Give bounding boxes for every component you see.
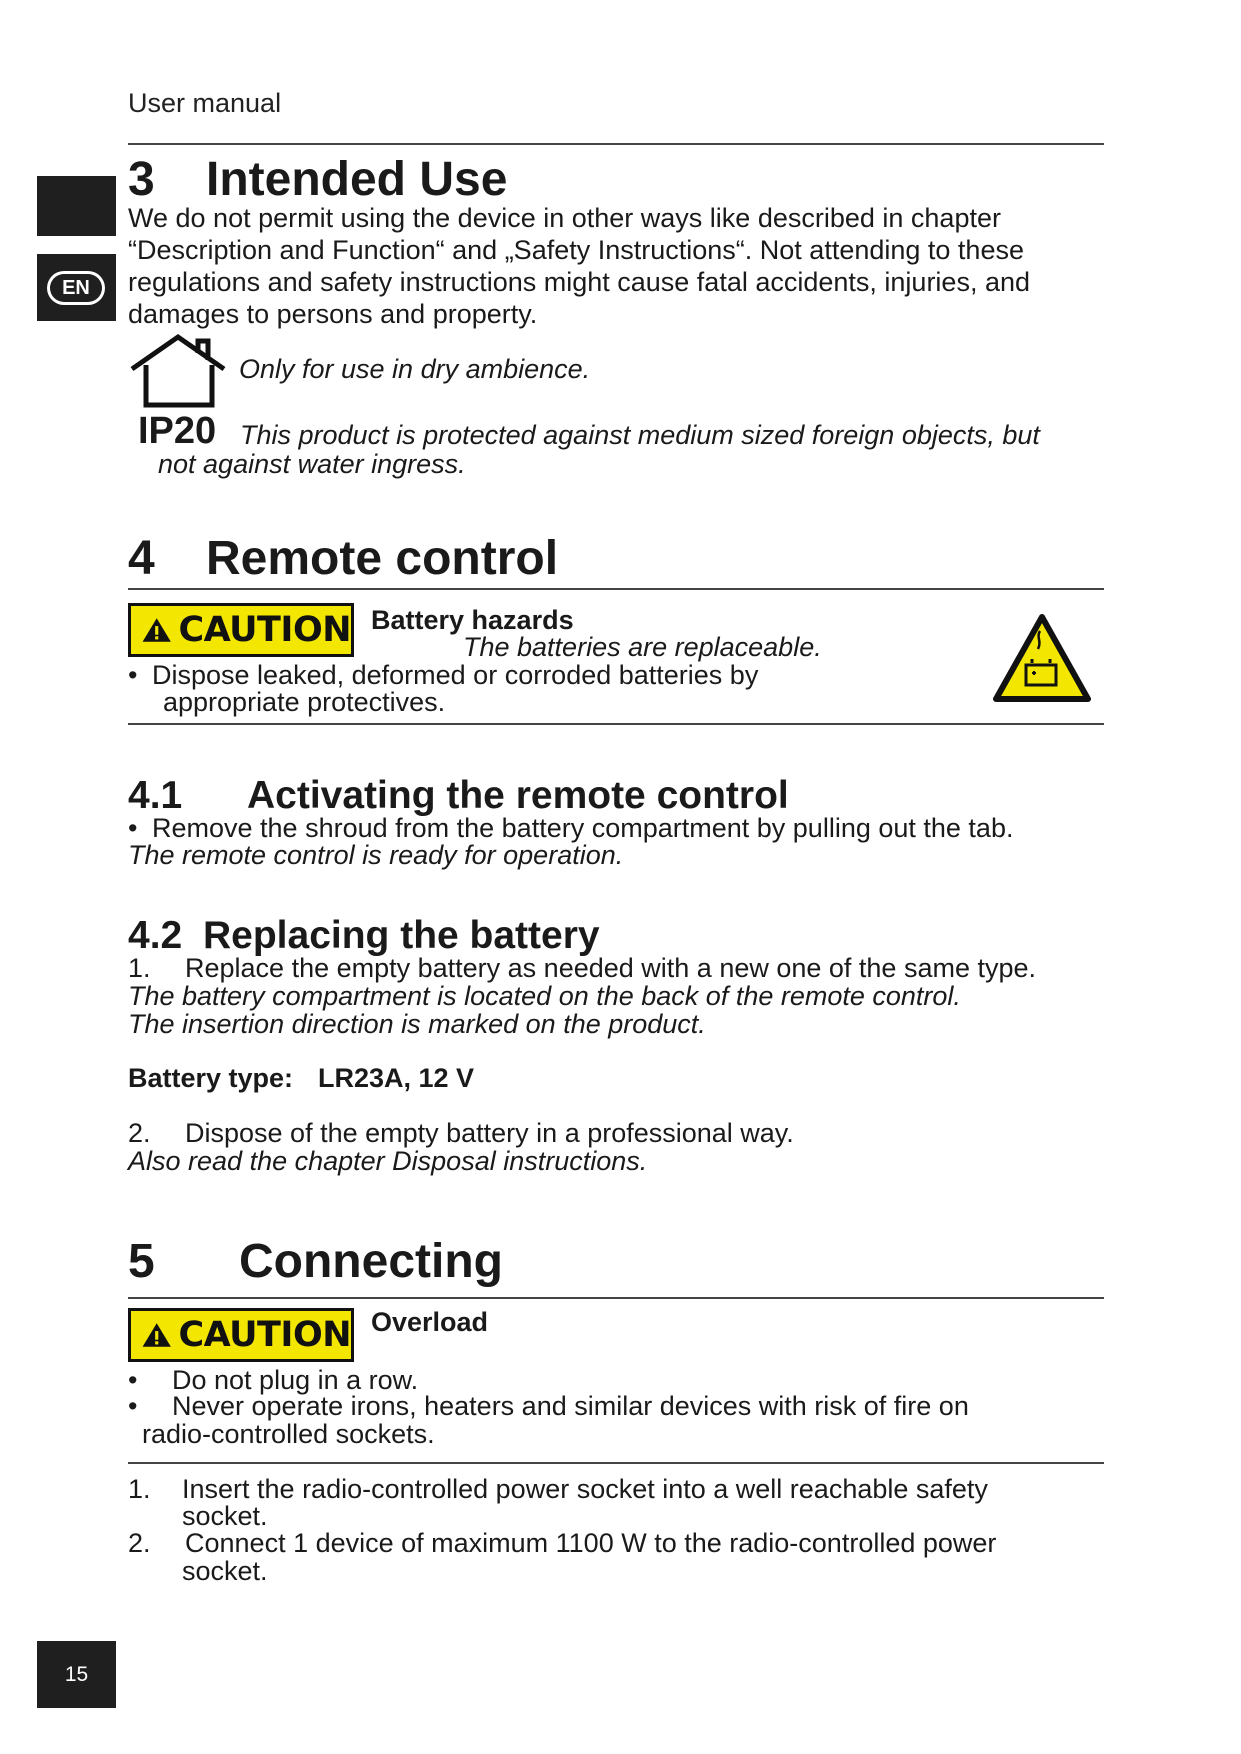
fire-risk-bullet-line2: radio-controlled sockets. xyxy=(142,1419,435,1449)
dispose-bullet-line2: appropriate protectives. xyxy=(163,687,446,717)
bullet-marker: • xyxy=(128,660,138,690)
section-5-title: Connecting xyxy=(239,1235,503,1288)
en-label: EN xyxy=(50,274,102,302)
insert-socket-step-line1: Insert the radio-controlled power socket into a well reachable safety xyxy=(182,1474,988,1504)
step-number: 2. xyxy=(128,1528,151,1558)
ip-description-line2: not against water ingress. xyxy=(158,449,466,479)
section-4-rule xyxy=(128,588,1104,590)
section-4-2-title: Replacing the battery xyxy=(203,914,600,957)
compartment-note: The battery compartment is located on the back of the remote control. xyxy=(128,981,961,1011)
ip-code: IP20 xyxy=(138,410,217,452)
connect-device-step-line2: socket. xyxy=(182,1556,268,1586)
bullet-marker: • xyxy=(128,813,138,843)
language-tab xyxy=(37,254,116,321)
fire-risk-bullet-line1: Never operate irons, heaters and similar devices with risk of fire on xyxy=(172,1391,969,1421)
en-badge xyxy=(47,271,105,305)
bullet-marker: • xyxy=(128,1365,138,1395)
document-header: User manual xyxy=(128,88,282,118)
dry-use-note: Only for use in dry ambience. xyxy=(239,354,591,384)
insertion-note: The insertion direction is marked on the product. xyxy=(128,1009,706,1039)
para-line: “Description and Function“ and „Safety Instructions“. Not attending to these xyxy=(128,235,1024,265)
section-4-title: Remote control xyxy=(206,532,559,585)
warning-icon xyxy=(141,613,172,647)
section-5-bottom-rule xyxy=(128,1462,1104,1464)
ready-note: The remote control is ready for operation. xyxy=(128,840,624,870)
battery-type-label: Battery type: xyxy=(128,1063,294,1093)
section-4-1-title: Activating the remote control xyxy=(247,774,789,817)
para-line: We do not permit using the device in other ways like described in chapter xyxy=(128,203,1001,233)
step-number: 1. xyxy=(128,953,151,983)
section-4-2-number: 4.2 xyxy=(128,914,183,957)
para-line: regulations and safety instructions might cause fatal accidents, injuries, and xyxy=(128,267,1030,297)
warning-icon xyxy=(141,1318,172,1352)
header-rule xyxy=(128,143,1104,145)
section-4-bottom-rule xyxy=(128,723,1104,725)
caution-label xyxy=(128,1308,354,1362)
caution-label xyxy=(128,603,354,657)
overload-title: Overload xyxy=(371,1307,489,1337)
bullet-marker: • xyxy=(128,1391,138,1421)
battery-hazard-icon xyxy=(992,613,1092,703)
section-5-rule xyxy=(128,1297,1104,1299)
batteries-replaceable-note: The batteries are replaceable. xyxy=(463,632,822,662)
caution-text: CAUTION xyxy=(178,1315,351,1355)
section-3-paragraph xyxy=(128,202,1108,330)
caution-text: CAUTION xyxy=(178,610,351,650)
step-number: 2. xyxy=(128,1118,151,1148)
sidebar-tab xyxy=(37,176,116,236)
section-4-number: 4 xyxy=(128,532,155,585)
battery-type-value: LR23A, 12 V xyxy=(318,1063,475,1093)
house-icon xyxy=(128,333,228,409)
para-line: damages to persons and property. xyxy=(128,299,538,329)
insert-socket-step-line2: socket. xyxy=(182,1501,268,1531)
replace-battery-step: Replace the empty battery as needed with a new one of the same type. xyxy=(185,953,1037,983)
no-row-bullet: Do not plug in a row. xyxy=(172,1365,419,1395)
remove-shroud-bullet: Remove the shroud from the battery compartment by pulling out the tab. xyxy=(152,813,1014,843)
disposal-chapter-note: Also read the chapter Disposal instructions. xyxy=(128,1146,648,1176)
section-4-1-number: 4.1 xyxy=(128,774,183,817)
section-3-title: Intended Use xyxy=(206,153,508,206)
battery-hazards-title: Battery hazards xyxy=(371,605,574,635)
section-3-number: 3 xyxy=(128,153,155,206)
connect-device-step-line1: Connect 1 device of maximum 1100 W to the radio-controlled power xyxy=(185,1528,997,1558)
page-number: 15 xyxy=(37,1641,116,1708)
step-number: 1. xyxy=(128,1474,151,1504)
dispose-battery-step: Dispose of the empty battery in a professional way. xyxy=(185,1118,794,1148)
dispose-bullet-line1: Dispose leaked, deformed or corroded batteries by xyxy=(152,660,759,690)
section-5-number: 5 xyxy=(128,1235,155,1288)
ip-description-line1: This product is protected against medium sized foreign objects, but xyxy=(240,420,1040,450)
